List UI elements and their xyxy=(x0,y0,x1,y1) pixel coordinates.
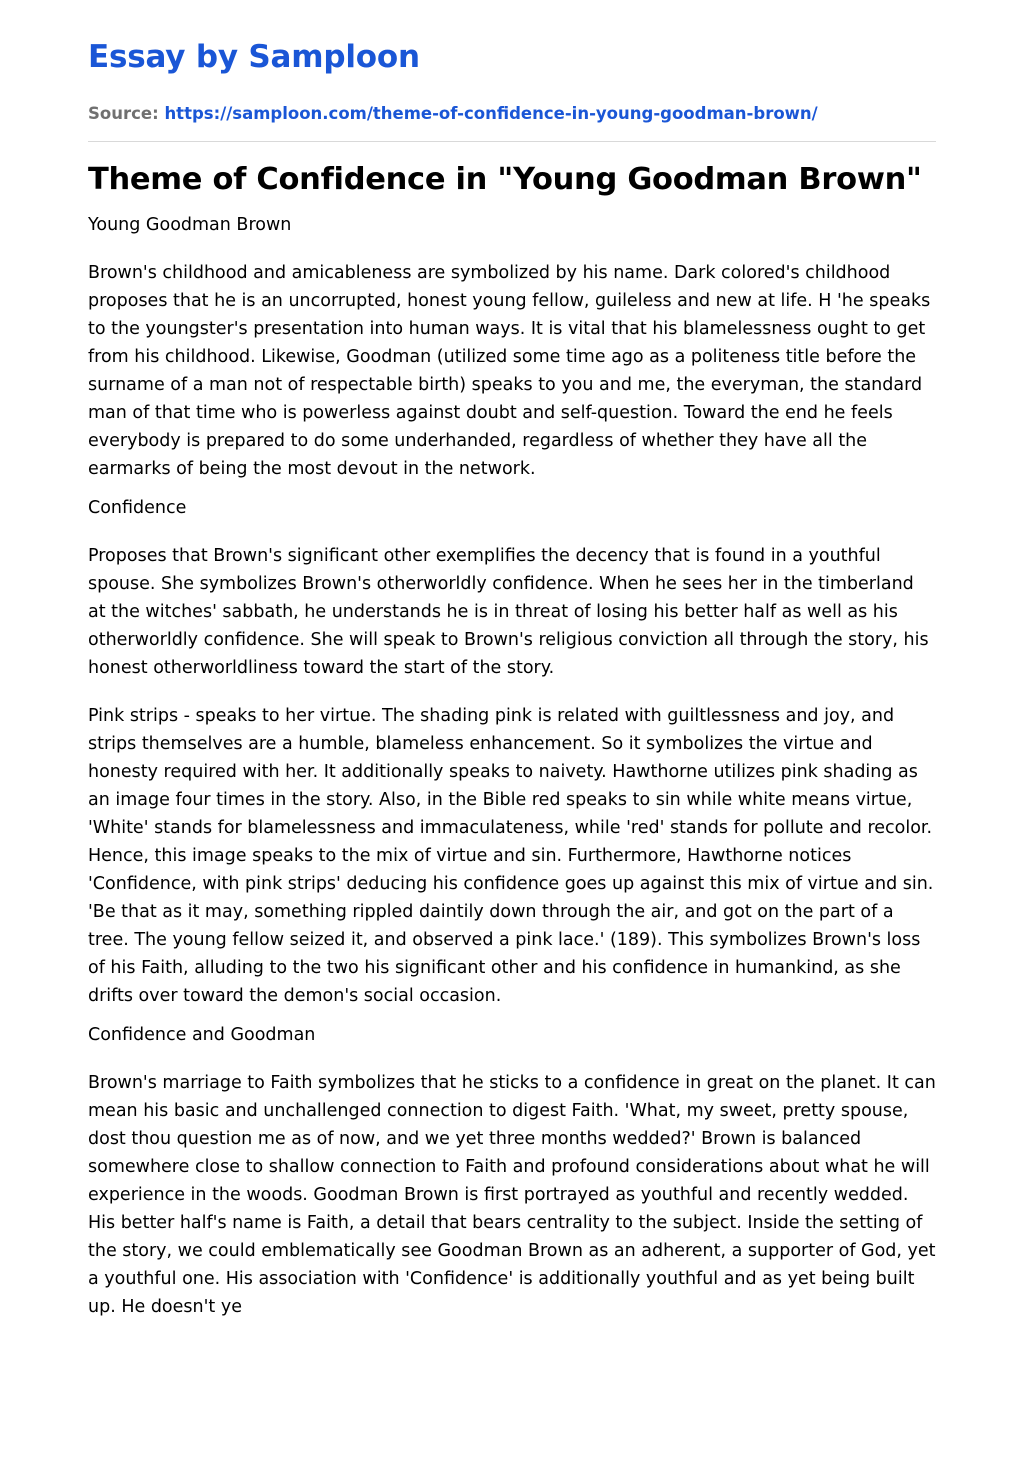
header-divider xyxy=(88,141,936,142)
essay-page xyxy=(88,0,936,1321)
body-paragraph: Brown's childhood and amicableness are symbolized by his name. Dark colored's childhood proposes that he is an uncorrupted, honest young fellow, guileless and new at life. H 'he speaks to the youngster's presentation into human ways. It is vital that his blamelessness ought to get from his childhood. Likewise, Goodman (utilized some time ago as a politeness title before the surname of a man not of respectable birth) speaks to you and me, the everyman, the standard man of that time who is powerless against doubt and self-question. Toward the end he feels everybody is prepared to do some underhanded, regardless of whether they have all the earmarks of being the most devout in the network. xyxy=(88,263,931,479)
source-line xyxy=(88,103,936,125)
section-heading: Confidence and Goodman xyxy=(88,1025,316,1045)
essay-body xyxy=(88,211,936,1321)
source-label: Source: xyxy=(88,104,159,123)
body-paragraph: Pink strips - speaks to her virtue. The shading pink is related with guiltlessness and joy, and strips themselves are a humble, blameless enhancement. So it symbolizes the virtue and honesty required with her. It additionally speaks to naivety. Hawthorne utilizes pink shading as an image four times in the story. Also, in the Bible red speaks to sin while white means virtue, 'White' stands for blamelessness and immaculateness, while 'red' stands for pollute and recolor. Hence, this image speaks to the mix of virtue and sin. Furthermore, Hawthorne notices 'Confidence, with pink strips' deducing his confidence goes up against this mix of virtue and sin. 'Be that as it may, something rippled daintily down through the air, and got on the part of a tree. The young fellow seized it, and observed a pink lace.' (189). This symbolizes Brown's loss of his Faith, alluding to the two his significant other and his confidence in humankind, as she drifts over toward the demon's social occasion. xyxy=(88,706,934,1006)
body-paragraph: Proposes that Brown's significant other exemplifies the decency that is found in a youthful spouse. She symbolizes Brown's otherworldly confidence. When he sees her in the timberland at the witches' sabbath, he understands he is in threat of losing his better half as well as his otherworldly confidence. She will speak to Brown's religious conviction all through the story, his honest otherworldliness toward the start of the story. xyxy=(88,546,929,678)
section-heading: Young Goodman Brown xyxy=(88,215,292,235)
brand-title: Essay by Samploon xyxy=(88,39,420,75)
essay-title: Theme of Confidence in "Young Goodman Brown" xyxy=(88,162,922,197)
body-paragraph: Brown's marriage to Faith symbolizes that he sticks to a confidence in great on the planet. It can mean his basic and unchallenged connection to digest Faith. 'What, my sweet, pretty spouse, dost thou question me as of now, and we yet three months wedded?' Brown is balanced somewhere close to shallow connection to Faith and profound considerations about what he will experience in the woods. Goodman Brown is first portrayed as youthful and recently wedded. His better half's name is Faith, a detail that bears centrality to the subject. Inside the setting of the story, we could emblematically see Goodman Brown as an adherent, a supporter of God, yet a youthful one. His association with 'Confidence' is additionally youthful and as yet being built up. He doesn't ye xyxy=(88,1073,936,1317)
section-heading: Confidence xyxy=(88,498,187,518)
source-link[interactable]: https://samploon.com/theme-of-confidence-in-young-goodman-brown/ xyxy=(164,104,818,123)
